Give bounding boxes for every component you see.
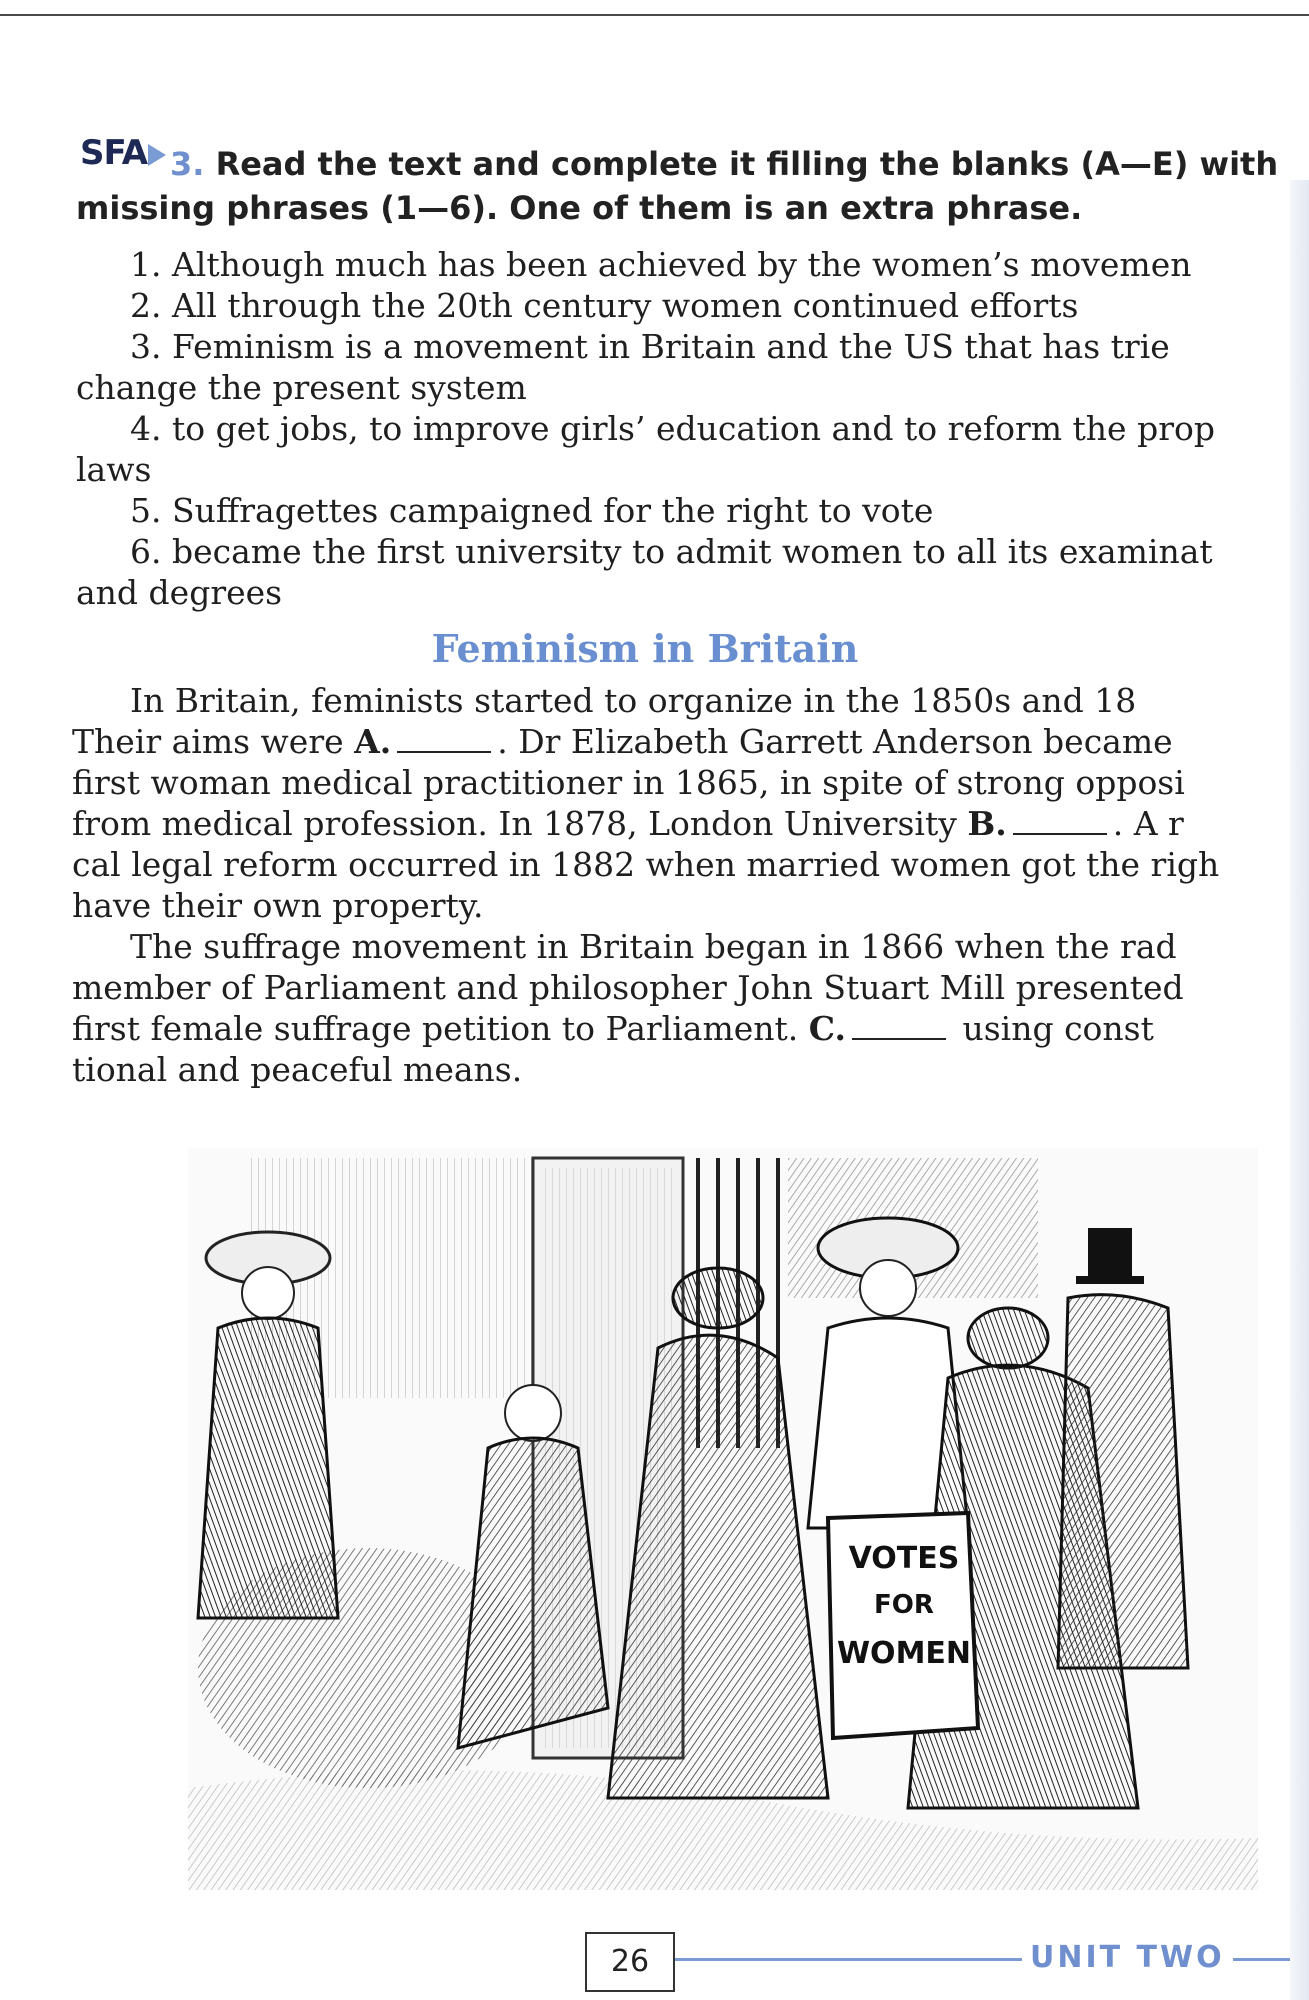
phrase-1: 1. Although much has been achieved by the women’s movemen <box>130 245 1192 284</box>
page-number: 26 <box>585 1932 675 1992</box>
passage-line: from medical profession. In 1878, London University B. . A r <box>72 804 1184 843</box>
instruction-line-2: missing phrases (1—6). One of them is an extra phrase. <box>76 189 1083 227</box>
top-hat <box>1088 1228 1132 1280</box>
phrase-3-cont: change the present system <box>76 368 527 407</box>
passage-line: cal legal reform occurred in 1882 when married women got the righ <box>72 845 1220 884</box>
votes-for-women-sign <box>828 1513 978 1738</box>
blank-c <box>852 1010 946 1040</box>
passage-text <box>72 680 1290 1090</box>
sign-text-votes: VOTES <box>848 1541 960 1576</box>
exercise-number: 3. <box>170 145 205 183</box>
passage-line: In Britain, feminists started to organize in the 1850s and 18 <box>130 681 1137 720</box>
phrase-4-cont: laws <box>76 450 152 489</box>
phrase-6-cont: and degrees <box>76 573 283 612</box>
passage-line: first female suffrage petition to Parliament. C. using const <box>72 1009 1154 1048</box>
passage-title: Feminism in Britain <box>431 626 859 671</box>
blank-a <box>397 723 491 753</box>
instruction-line-1: 3. Read the text and complete it filling the blanks (A—E) with <box>170 145 1279 183</box>
sign-text-women: WOMEN <box>836 1636 972 1671</box>
page-edge-bleed <box>1290 180 1309 2000</box>
suffragette-illustration <box>188 1148 1258 1890</box>
phrase-2: 2. All through the 20th century women continued efforts <box>130 286 1079 325</box>
blank-label-a: A. <box>354 722 392 761</box>
passage-line: Their aims were A. . Dr Elizabeth Garrett Anderson became <box>72 722 1173 761</box>
phrase-list <box>76 244 1290 613</box>
passage-line: The suffrage movement in Britain began in 1866 when the rad <box>130 927 1177 966</box>
phrase-4: 4. to get jobs, to improve girls’ education and to reform the prop <box>130 409 1215 448</box>
passage-line: member of Parliament and philosopher John Stuart Mill presented <box>72 968 1184 1007</box>
blank-b <box>1013 805 1107 835</box>
passage-line: first woman medical practitioner in 1865, in spite of strong opposi <box>72 763 1185 802</box>
blank-label-b: B. <box>967 804 1007 843</box>
phrase-5: 5. Suffragettes campaigned for the right to vote <box>130 491 934 530</box>
unit-label: UNIT TWO <box>1022 1936 1233 1980</box>
blank-label-c: C. <box>808 1009 846 1048</box>
passage-line: have their own property. <box>72 886 484 925</box>
exercise-instruction <box>76 142 1290 230</box>
passage-line: tional and peaceful means. <box>72 1050 523 1089</box>
phrase-3: 3. Feminism is a movement in Britain and the US that has trie <box>130 327 1170 366</box>
sign-text-for: FOR <box>874 1590 934 1620</box>
sfa-badge: SFA <box>80 133 148 173</box>
phrase-6: 6. became the first university to admit women to all its examinat <box>130 532 1213 571</box>
